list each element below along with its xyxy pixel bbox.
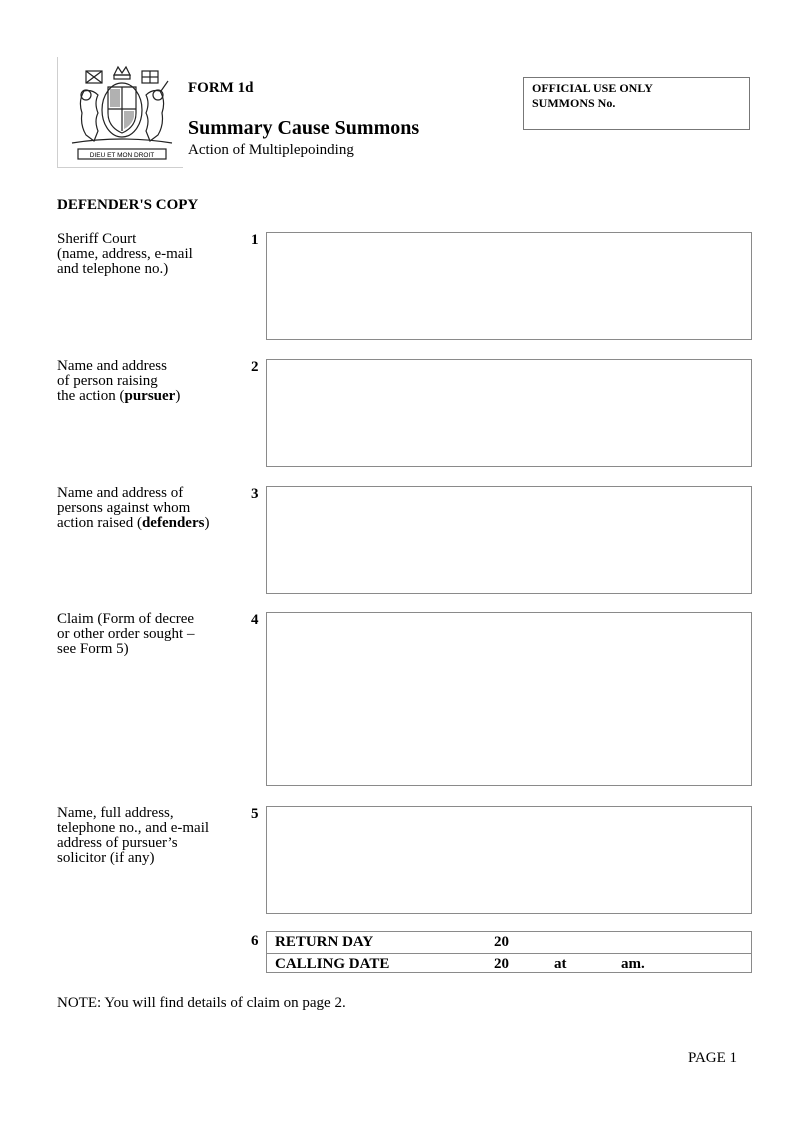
return-day-label: RETURN DAY: [275, 934, 374, 950]
label-line: address of pursuer’s: [57, 835, 178, 851]
page-title: Summary Cause Summons: [188, 117, 420, 139]
label-line: solicitor (if any): [57, 850, 155, 866]
page-number: PAGE 1: [688, 1050, 738, 1066]
label-line: see Form 5): [57, 641, 129, 657]
sheriff-court-field[interactable]: [266, 232, 752, 340]
label-line: Sheriff Court: [57, 231, 137, 247]
dates-table: [266, 931, 752, 973]
claim-details-note: NOTE: You will find details of claim on page 2.: [57, 995, 346, 1011]
claim-field[interactable]: [266, 612, 752, 786]
page-subtitle: Action of Multiplepoinding: [188, 142, 354, 158]
label-line: Name and address: [57, 358, 167, 374]
summons-number-label: SUMMONS No.: [532, 96, 616, 110]
field-number-4: 4: [251, 612, 259, 628]
field-number-2: 2: [251, 359, 259, 375]
label-line: action raised (defenders): [57, 515, 210, 531]
label-line: Name and address of: [57, 485, 184, 501]
royal-crest-frame: [57, 57, 183, 168]
am-label: am.: [621, 956, 645, 972]
field-label-claim: [57, 612, 237, 657]
return-day-row[interactable]: [267, 932, 751, 952]
label-line: of person raising: [57, 373, 158, 389]
field-number-5: 5: [251, 806, 259, 822]
official-use-box: [523, 77, 750, 130]
calling-date-row[interactable]: [267, 953, 751, 974]
pursuer-field[interactable]: [266, 359, 752, 467]
label-line: telephone no., and e-mail: [57, 820, 210, 836]
royal-coat-of-arms-icon: [64, 61, 180, 165]
label-line: the action (pursuer): [57, 388, 181, 404]
label-line: or other order sought –: [57, 626, 195, 642]
form-number: FORM 1d: [188, 80, 254, 96]
field-label-defenders: [57, 486, 237, 531]
label-line: persons against whom: [57, 500, 191, 516]
field-number-3: 3: [251, 486, 259, 502]
field-number-6: 6: [251, 933, 259, 949]
defenders-field[interactable]: [266, 486, 752, 594]
label-line: (name, address, e-mail: [57, 246, 193, 262]
solicitor-field[interactable]: [266, 806, 752, 914]
crest-motto: DIEU ET MON DROIT: [89, 152, 155, 159]
label-line: Claim (Form of decree: [57, 611, 195, 627]
calling-date-label: CALLING DATE: [275, 956, 390, 972]
calling-date-year: 20: [494, 956, 509, 972]
copy-heading: DEFENDER'S COPY: [57, 197, 199, 213]
field-label-solicitor: [57, 806, 237, 866]
label-line: and telephone no.): [57, 261, 169, 277]
field-label-sheriff-court: [57, 232, 237, 277]
official-use-label: OFFICIAL USE ONLY: [532, 81, 653, 95]
field-label-pursuer: [57, 359, 237, 404]
at-label: at: [554, 956, 567, 972]
return-day-year: 20: [494, 934, 509, 950]
label-line: Name, full address,: [57, 805, 174, 821]
field-number-1: 1: [251, 232, 259, 248]
